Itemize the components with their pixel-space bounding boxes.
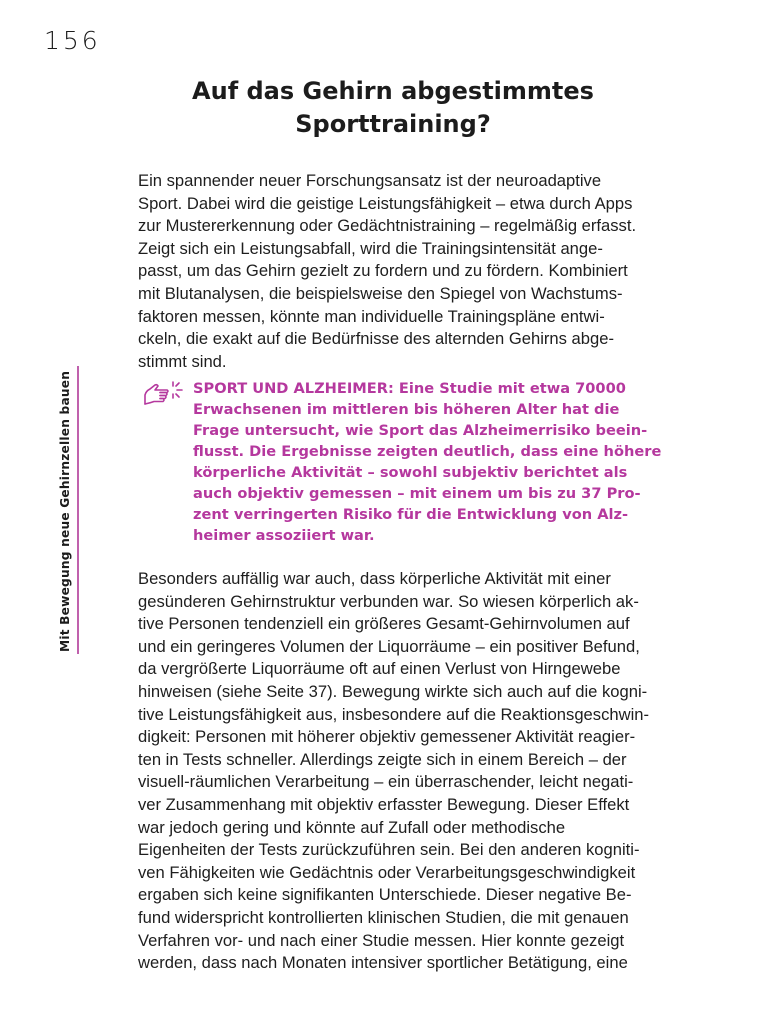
text-line: tive Leistungsfähigkeit aus, insbesondere auf die Reaktionsgeschwin- [138,704,650,724]
pointing-hand-icon [142,380,186,406]
text-line: zur Mustererkennung oder Gedächtnistraining – regelmäßig erfasst. [138,216,637,236]
text-line: ckeln, die exakt auf die Bedürfnisse des alternden Gehirns abge- [138,329,614,349]
text-line: da vergrößerte Liquorräume oft auf einen Verlust von Hirngewebe [138,659,621,679]
text-line: passt, um das Gehirn gezielt zu fordern und zu fördern. Kombiniert [138,261,628,281]
callout-line: heimer assoziiert war. [193,527,375,544]
text-line: gesünderen Gehirnstruktur verbunden war. So wiesen körperlich ak- [138,591,639,611]
text-line: stimmt sind. [138,351,227,371]
text-line: Zeigt sich ein Leistungsabfall, wird die Trainingsintensität ange- [138,238,603,258]
running-head: Mit Bewegung neue Gehirnzellen bauen [58,370,72,652]
callout-text [193,378,661,546]
paragraph-findings [138,568,658,975]
text-line: Ein spannender neuer Forschungsansatz ist der neuroadaptive [138,171,602,190]
callout-line: SPORT UND ALZHEIMER: Eine Studie mit etwa 70000 [193,380,626,397]
section-heading [138,75,648,141]
text-line: mit Blutanalysen, die beispielsweise den Spiegel von Wachstums- [138,283,623,303]
text-line: Besonders auffällig war auch, dass körperliche Aktivität mit einer [138,569,611,588]
heading-line: Auf das Gehirn abgestimmtes [192,77,594,105]
text-line: ergaben sich keine signifikanten Unterschiede. Dieser negative Be- [138,885,632,905]
text-line: visuell-räumlichen Verarbeitung – ein überraschender, leicht negati- [138,772,634,792]
heading-line: Sporttraining? [295,110,491,138]
text-line: ten in Tests schneller. Allerdings zeigte sich in einem Bereich – der [138,749,627,769]
page-number: 156 [44,26,101,55]
callout-line: flusst. Die Ergebnisse zeigten deutlich, dass eine höhere [193,443,662,460]
text-line: und ein geringeres Volumen der Liquorräume – ein positiver Befund, [138,636,640,656]
text-line: ven Fähigkeiten wie Gedächtnis oder Verarbeitungsgeschwindigkeit [138,862,636,882]
callout-line: Frage untersucht, wie Sport das Alzheimerrisiko beein- [193,422,648,439]
text-line: digkeit: Personen mit höherer objektiv gemessener Aktivität reagier- [138,727,636,747]
callout-line: auch objektiv gemessen – mit einem um bis zu 37 Pro- [193,485,641,502]
text-line: ver Zusammenhang mit objektiv erfasster Bewegung. Dieser Effekt [138,794,630,814]
callout-line: Erwachsenen im mittleren bis höheren Alter hat die [193,401,620,418]
text-line: Sport. Dabei wird die geistige Leistungsfähigkeit – etwa durch Apps [138,193,633,213]
text-line: werden, dass nach Monaten intensiver sportlicher Betätigung, eine [138,953,628,973]
text-line: Verfahren vor- und nach einer Studie messen. Hier konnte gezeigt [138,930,625,950]
text-line: fund widerspricht kontrollierten klinischen Studien, die mit genauen [138,907,629,927]
callout-line: zent verringerten Risiko für die Entwicklung von Alz- [193,506,629,523]
text-line: tive Personen tendenziell ein größeres Gesamt-Gehirnvolumen auf [138,614,630,634]
text-line: war jedoch gering und könnte auf Zufall oder methodische [138,817,566,837]
callout-line: körperliche Aktivität – sowohl subjektiv berichtet als [193,464,628,481]
running-head-rule [77,366,79,654]
text-line: Eigenheiten der Tests zurückzuführen sein. Bei den anderen kogniti- [138,840,640,860]
paragraph-intro [138,170,658,373]
text-line: faktoren messen, könnte man individuelle Trainingspläne entwi- [138,306,605,326]
text-line: hinweisen (siehe Seite 37). Bewegung wirkte sich auch auf die kogni- [138,681,648,701]
